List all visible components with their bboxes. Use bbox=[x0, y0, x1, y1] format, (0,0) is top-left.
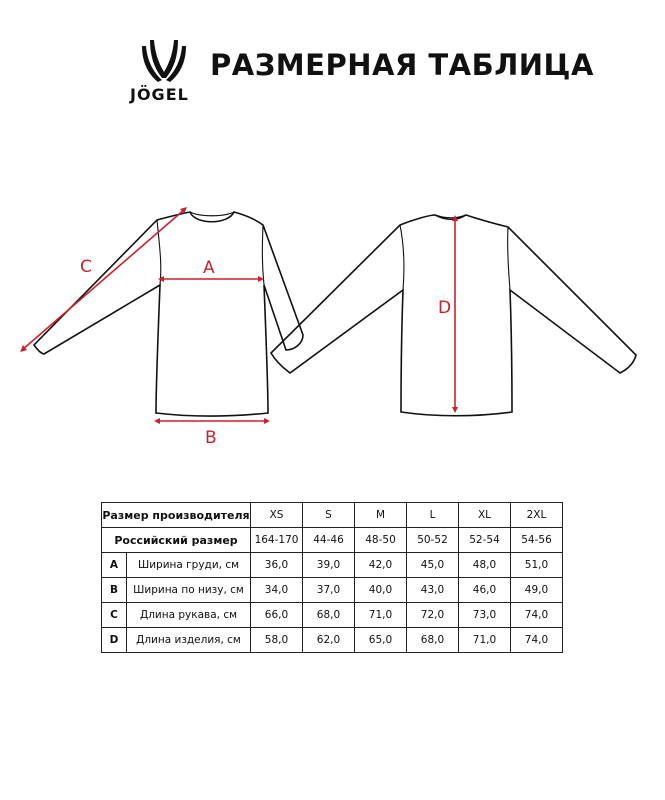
table-row bbox=[102, 603, 563, 628]
value-cell: 74,0 bbox=[511, 628, 563, 653]
value-cell: 68,0 bbox=[303, 603, 355, 628]
measure-letter: A bbox=[102, 553, 127, 578]
table-row bbox=[102, 553, 563, 578]
brand-name: JÖGEL bbox=[130, 85, 189, 104]
value-cell: 71,0 bbox=[355, 603, 407, 628]
value-cell: 43,0 bbox=[407, 578, 459, 603]
size-cell: 164-170 bbox=[251, 528, 303, 553]
value-cell: 51,0 bbox=[511, 553, 563, 578]
value-cell: 36,0 bbox=[251, 553, 303, 578]
value-cell: 65,0 bbox=[355, 628, 407, 653]
table-row bbox=[102, 628, 563, 653]
value-cell: 62,0 bbox=[303, 628, 355, 653]
table-row bbox=[102, 578, 563, 603]
value-cell: 58,0 bbox=[251, 628, 303, 653]
page-title: РАЗМЕРНАЯ ТАБЛИЦА bbox=[210, 48, 594, 82]
measure-name: Длина рукава, см bbox=[127, 603, 251, 628]
measure-label-d: D bbox=[438, 298, 452, 318]
manufacturer-size-header: Размер производителя bbox=[102, 503, 251, 528]
measure-letter: B bbox=[102, 578, 127, 603]
size-table bbox=[101, 502, 563, 653]
jogel-logo-icon bbox=[128, 38, 200, 88]
russian-size-row bbox=[102, 528, 563, 553]
value-cell: 72,0 bbox=[407, 603, 459, 628]
value-cell: 66,0 bbox=[251, 603, 303, 628]
size-cell: 44-46 bbox=[303, 528, 355, 553]
value-cell: 71,0 bbox=[459, 628, 511, 653]
size-cell: 2XL bbox=[511, 503, 563, 528]
back-shirt-outline bbox=[271, 215, 636, 416]
size-cell: M bbox=[355, 503, 407, 528]
measure-name: Длина изделия, см bbox=[127, 628, 251, 653]
value-cell: 42,0 bbox=[355, 553, 407, 578]
measure-letter: C bbox=[102, 603, 127, 628]
size-cell: L bbox=[407, 503, 459, 528]
measure-label-a: A bbox=[203, 258, 215, 278]
size-cell: 48-50 bbox=[355, 528, 407, 553]
size-cell: S bbox=[303, 503, 355, 528]
value-cell: 37,0 bbox=[303, 578, 355, 603]
size-cell: XL bbox=[459, 503, 511, 528]
measure-name: Ширина груди, см bbox=[127, 553, 251, 578]
value-cell: 45,0 bbox=[407, 553, 459, 578]
measure-label-b: B bbox=[205, 428, 217, 448]
manufacturer-size-row bbox=[102, 503, 563, 528]
measure-letter: D bbox=[102, 628, 127, 653]
value-cell: 34,0 bbox=[251, 578, 303, 603]
shirt-measurement-diagram bbox=[0, 195, 665, 460]
russian-size-header: Российский размер bbox=[102, 528, 251, 553]
measure-name: Ширина по низу, см bbox=[127, 578, 251, 603]
value-cell: 46,0 bbox=[459, 578, 511, 603]
size-cell: 50-52 bbox=[407, 528, 459, 553]
value-cell: 48,0 bbox=[459, 553, 511, 578]
value-cell: 49,0 bbox=[511, 578, 563, 603]
size-cell: XS bbox=[251, 503, 303, 528]
size-cell: 52-54 bbox=[459, 528, 511, 553]
value-cell: 74,0 bbox=[511, 603, 563, 628]
size-cell: 54-56 bbox=[511, 528, 563, 553]
value-cell: 68,0 bbox=[407, 628, 459, 653]
value-cell: 73,0 bbox=[459, 603, 511, 628]
value-cell: 40,0 bbox=[355, 578, 407, 603]
measure-label-c: C bbox=[80, 257, 92, 277]
value-cell: 39,0 bbox=[303, 553, 355, 578]
